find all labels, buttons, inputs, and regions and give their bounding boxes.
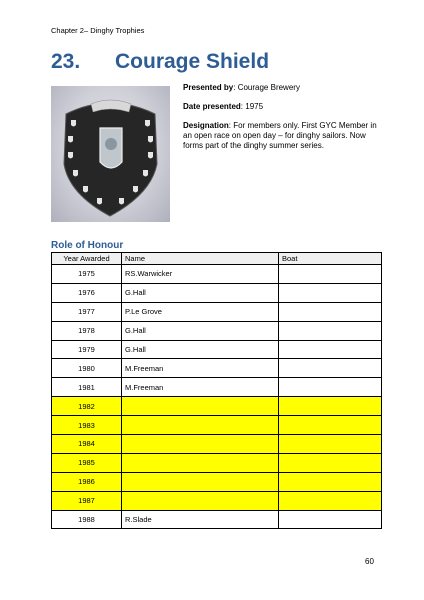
boat-cell bbox=[279, 397, 382, 416]
table-row bbox=[52, 416, 382, 435]
designation-label: Designation bbox=[183, 121, 229, 130]
presented-by-value: : Courage Brewery bbox=[233, 83, 300, 92]
year-cell: 1981 bbox=[52, 378, 122, 397]
year-cell: 1985 bbox=[52, 453, 122, 472]
boat-cell bbox=[279, 321, 382, 340]
boat-cell bbox=[279, 283, 382, 302]
boat-cell bbox=[279, 340, 382, 359]
name-cell: M.Freeman bbox=[122, 378, 279, 397]
name-cell: G.Hall bbox=[122, 321, 279, 340]
name-cell: G.Hall bbox=[122, 283, 279, 302]
table-row bbox=[52, 510, 382, 529]
page-header: Chapter 2– Dinghy Trophies bbox=[51, 26, 145, 35]
trophy-name: Courage Shield bbox=[115, 50, 270, 73]
boat-cell bbox=[279, 453, 382, 472]
shield-trophy-image bbox=[51, 86, 170, 222]
page-title bbox=[51, 50, 269, 74]
boat-cell bbox=[279, 472, 382, 491]
role-of-honour-table bbox=[51, 252, 382, 529]
table-row bbox=[52, 359, 382, 378]
trophy-details bbox=[183, 83, 383, 160]
presented-by bbox=[183, 83, 383, 93]
section-number: 23. bbox=[51, 50, 81, 73]
presented-by-label: Presented by bbox=[183, 83, 234, 92]
header-name: Name bbox=[122, 253, 279, 265]
date-presented bbox=[183, 102, 383, 112]
year-cell: 1979 bbox=[52, 340, 122, 359]
date-presented-value: : 1975 bbox=[240, 102, 264, 111]
table-row bbox=[52, 397, 382, 416]
name-cell bbox=[122, 397, 279, 416]
year-cell: 1975 bbox=[52, 265, 122, 284]
name-cell: RS.Warwicker bbox=[122, 265, 279, 284]
table-row bbox=[52, 435, 382, 454]
boat-cell bbox=[279, 302, 382, 321]
name-cell: R.Slade bbox=[122, 510, 279, 529]
year-cell: 1976 bbox=[52, 283, 122, 302]
table-row bbox=[52, 340, 382, 359]
date-presented-label: Date presented bbox=[183, 102, 241, 111]
boat-cell bbox=[279, 435, 382, 454]
year-cell: 1982 bbox=[52, 397, 122, 416]
page-number: 60 bbox=[365, 557, 374, 566]
name-cell bbox=[122, 435, 279, 454]
boat-cell bbox=[279, 491, 382, 510]
role-of-honour-heading: Role of Honour bbox=[51, 240, 124, 251]
boat-cell bbox=[279, 265, 382, 284]
year-cell: 1977 bbox=[52, 302, 122, 321]
year-cell: 1986 bbox=[52, 472, 122, 491]
table-row bbox=[52, 453, 382, 472]
table-row bbox=[52, 472, 382, 491]
trophy-photo bbox=[51, 86, 170, 222]
year-cell: 1983 bbox=[52, 416, 122, 435]
name-cell: P.Le Grove bbox=[122, 302, 279, 321]
name-cell bbox=[122, 491, 279, 510]
designation-value: : For members only. First GYC Member in an open race on open day – for dinghy sailors. Now forms part of the dinghy summer series. bbox=[183, 121, 377, 150]
name-cell bbox=[122, 453, 279, 472]
name-cell bbox=[122, 472, 279, 491]
boat-cell bbox=[279, 416, 382, 435]
table-row bbox=[52, 265, 382, 284]
year-cell: 1978 bbox=[52, 321, 122, 340]
year-cell: 1980 bbox=[52, 359, 122, 378]
table-row bbox=[52, 283, 382, 302]
table-row bbox=[52, 378, 382, 397]
table-row bbox=[52, 491, 382, 510]
header-year: Year Awarded bbox=[52, 253, 122, 265]
designation bbox=[183, 121, 383, 151]
table-header-row bbox=[52, 253, 382, 265]
boat-cell bbox=[279, 510, 382, 529]
header-boat: Boat bbox=[279, 253, 382, 265]
year-cell: 1987 bbox=[52, 491, 122, 510]
name-cell bbox=[122, 416, 279, 435]
name-cell: M.Freeman bbox=[122, 359, 279, 378]
name-cell: G.Hall bbox=[122, 340, 279, 359]
table-row bbox=[52, 321, 382, 340]
year-cell: 1984 bbox=[52, 435, 122, 454]
table-row bbox=[52, 302, 382, 321]
boat-cell bbox=[279, 378, 382, 397]
boat-cell bbox=[279, 359, 382, 378]
year-cell: 1988 bbox=[52, 510, 122, 529]
